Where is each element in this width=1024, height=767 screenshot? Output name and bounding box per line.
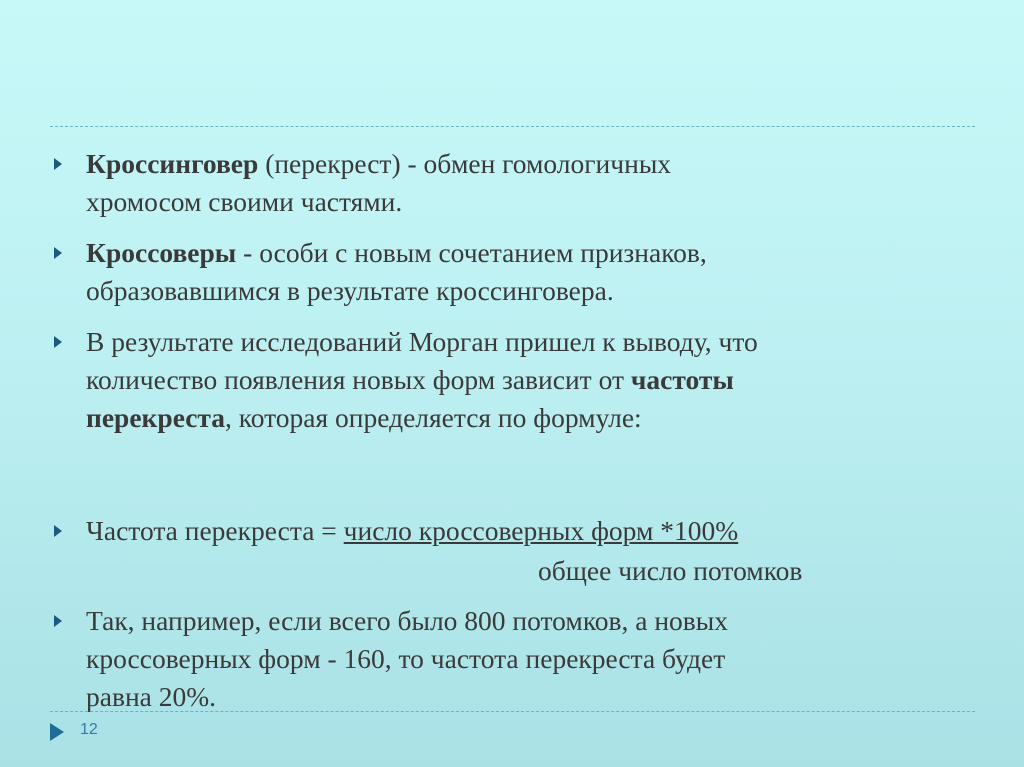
formula-line xyxy=(86,512,738,550)
bullet-line: образовавшимся в результате кроссинговера. xyxy=(86,275,614,306)
bullet-arrow-icon xyxy=(54,525,62,537)
bullet-arrow-icon xyxy=(54,247,62,259)
top-divider xyxy=(50,126,975,127)
bullet-line xyxy=(86,234,707,272)
bottom-divider xyxy=(50,711,975,712)
bullet-line xyxy=(86,361,758,399)
slide-number: 12 xyxy=(80,721,98,738)
bullet-crossovers xyxy=(86,234,707,310)
bullet-arrow-icon xyxy=(54,158,62,170)
formula-numerator: число кроссоверных форм *100% xyxy=(343,515,739,546)
plain-text: , которая определяется по формуле: xyxy=(225,402,642,433)
bullet-line: кроссоверных форм - 160, то частота перекреста будет xyxy=(86,643,726,674)
term-frequency: частоты xyxy=(630,364,734,395)
definition-text: - особи с новым сочетанием признаков, xyxy=(236,237,707,268)
bullet-line: В результате исследований Морган пришел к выводу, что xyxy=(86,326,758,357)
bullet-crossing-over xyxy=(86,145,671,221)
bullet-line: равна 20%. xyxy=(86,681,217,712)
term-crossovers: Кроссоверы xyxy=(86,237,237,268)
bullet-line xyxy=(86,399,758,437)
term-crossing-over: Кроссинговер xyxy=(86,148,259,179)
bullet-line: хромосом своими частями. xyxy=(86,186,403,217)
bullet-morgan-conclusion xyxy=(86,323,758,437)
bullet-line xyxy=(86,145,671,183)
plain-text: количество появления новых форм зависит от xyxy=(86,364,631,395)
bullet-arrow-icon xyxy=(54,336,62,348)
bullet-line: Так, например, если всего было 800 потомков, а новых xyxy=(86,605,729,636)
formula-left: Частота перекреста = xyxy=(86,515,344,546)
definition-text: (перекрест) - обмен гомологичных xyxy=(258,148,672,179)
slide-corner-triangle-icon xyxy=(50,723,64,741)
bullet-example xyxy=(86,602,728,716)
formula-denominator: общее число потомков xyxy=(538,555,803,586)
bullet-arrow-icon xyxy=(54,615,62,627)
term-crossing: перекреста xyxy=(86,402,226,433)
